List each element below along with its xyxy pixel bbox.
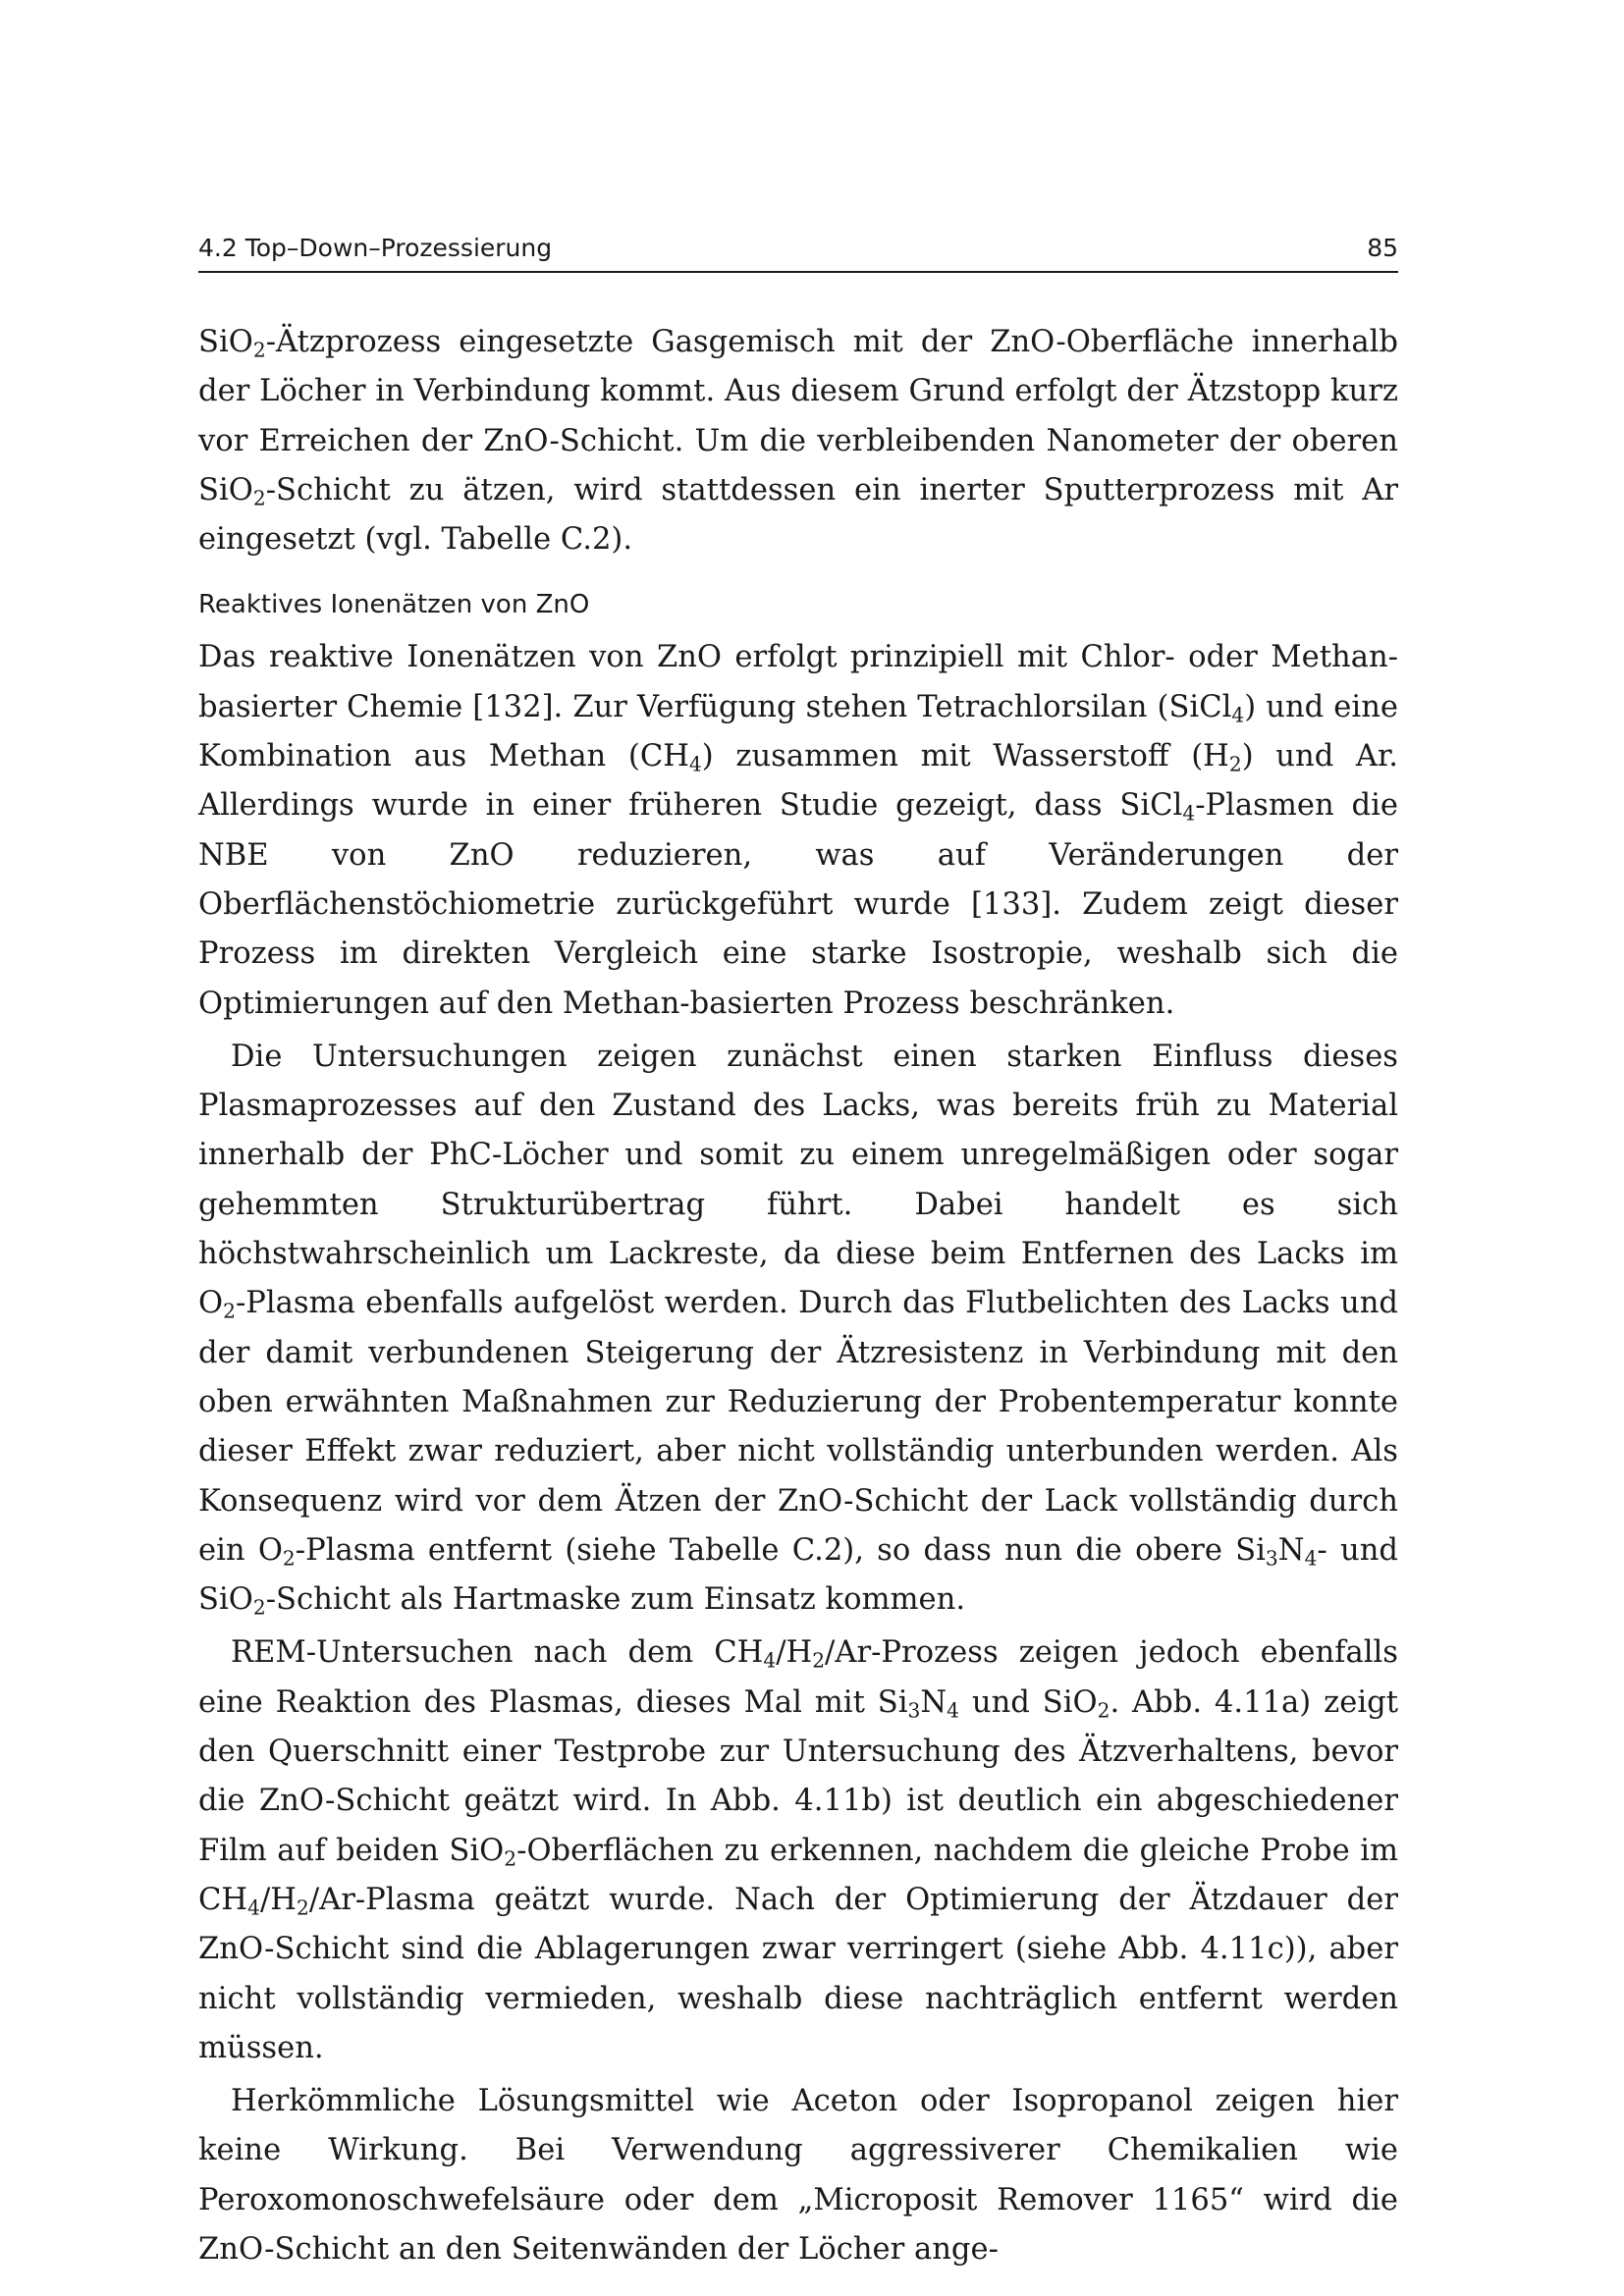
subscript: 4 xyxy=(947,1698,960,1723)
text-run: ) zusammen mit Wasserstoff (H xyxy=(701,739,1229,774)
subscript: 3 xyxy=(907,1698,921,1723)
text-run: und SiO xyxy=(959,1684,1098,1720)
running-header xyxy=(198,234,1398,273)
subsection-heading: Reaktives Ionenätzen von ZnO xyxy=(198,590,590,620)
text-run: /Ar-Prozess zeigen jedoch ebenfalls eine Reaktion des Plasmas, dieses Mal mit Si xyxy=(198,1635,1398,1720)
text-run: -Plasmen die NBE von ZnO reduzieren, was auf Veränderungen der Oberflächenstöchiometrie zurückgeführt wurde [133]. Zudem zeigt dieser Prozess im direkten Vergleich eine starke Isostropie, weshalb sich die Optimierungen auf den Methan-basierten Prozess beschränken. xyxy=(198,788,1398,1021)
paragraph-solvents xyxy=(198,2077,1398,2274)
subscript: 2 xyxy=(1228,752,1242,776)
paragraph-rem-analysis xyxy=(198,1629,1398,2073)
subscript: 2 xyxy=(252,486,266,510)
text-run: . Abb. 4.11a) zeigt den Querschnitt einer Testprobe zur Untersuchung des Ätzverhaltens, bevor die ZnO-Schicht geätzt wird. In Abb. 4.11b) ist deutlich ein abgeschiedener Film auf beiden SiO xyxy=(198,1684,1398,1868)
text-run: -Plasma entfernt (siehe Tabelle C.2), so dass nun die obere Si xyxy=(295,1532,1266,1568)
paragraph-rie-chemistry xyxy=(198,633,1398,1028)
subscript: 2 xyxy=(252,338,266,362)
subscript: 2 xyxy=(1097,1698,1110,1723)
subscript: 2 xyxy=(252,1595,266,1620)
text-run: -Plasma ebenfalls aufgelöst werden. Durch das Flutbelichten des Lacks und der damit verbundenen Steigerung der Ätzresistenz in Verbindung mit den oben erwähnten Maßnahmen zur Reduzierung der Probentemperatur konnte dieser Effekt zwar reduziert, aber nicht vollständig unterbunden werden. Als Konsequenz wird vor dem Ätzen der ZnO-Schicht der Lack vollständig durch ein O xyxy=(198,1286,1398,1568)
text-run: Das reaktive Ionenätzen von ZnO erfolgt prinzipiell mit Chlor- oder Methan-basierter Chemie [132]. Zur Verfügung stehen Tetrachlorsilan (SiCl xyxy=(198,640,1398,724)
text-run: /Ar-Plasma geätzt wurde. Nach der Optimierung der Ätzdauer der ZnO-Schicht sind die Ablagerungen zwar verringert (siehe Abb. 4.11c)), aber nicht vollständig vermieden, weshalb diese nachträglich entfernt werden müssen. xyxy=(198,1882,1398,2065)
subscript: 4 xyxy=(688,752,702,776)
paragraph-continuation xyxy=(198,318,1398,564)
subscript: 4 xyxy=(1231,703,1245,727)
text-run: REM-Untersuchen nach dem CH xyxy=(231,1635,764,1671)
text-run: ) und Ar. Allerdings wurde in einer früheren Studie gezeigt, dass SiCl xyxy=(198,739,1398,824)
subscript: 3 xyxy=(1265,1546,1278,1571)
subscript: 2 xyxy=(812,1649,826,1674)
text-run: - und SiO xyxy=(198,1532,1398,1618)
section-title: 4.2 Top–Down–Prozessierung xyxy=(198,234,553,262)
text-run: /H xyxy=(776,1635,813,1671)
text-run: Die Untersuchungen zeigen zunächst einen starken Einfluss dieses Plasmaprozesses auf den Zustand des Lacks, was bereits früh zu Material innerhalb der PhC-Löcher und somit zu einem unregelmäßigen oder sogar gehemmten Strukturübertrag führt. Dabei handelt es sich höchstwahrscheinlich um Lackreste, da diese beim Entfernen des Lacks im O xyxy=(198,1039,1398,1321)
subscript: 2 xyxy=(296,1896,309,1920)
subscript: 4 xyxy=(1182,802,1196,827)
text-run: N xyxy=(920,1684,947,1720)
text-run: SiO xyxy=(198,325,253,359)
text-run: -Ätzprozess eingesetzte Gasgemisch mit der ZnO-Oberfläche innerhalb der Löcher in Verbindung kommt. Aus diesem Grund erfolgt der Ätzstopp kurz vor Erreichen der ZnO-Schicht. Um die verbleibenden Nanometer der oberen SiO xyxy=(198,325,1398,507)
page xyxy=(198,234,1398,2274)
text-run: Herkömmliche Lösungsmittel wie Aceton oder Isopropanol zeigen hier keine Wirkung. Bei Verwendung aggressiverer Chemikalien wie Peroxomonoschwefelsäure oder dem „Microposit Remover 1165“ wird die ZnO-Schicht an den Seitenwänden der Löcher ange- xyxy=(198,2084,1398,2267)
page-number: 85 xyxy=(1367,234,1398,262)
text-run: -Schicht zu ätzen, wird stattdessen ein inerter Sputterprozess mit Ar eingesetzt (vgl. Tabelle C.2). xyxy=(198,472,1398,558)
subscript: 2 xyxy=(504,1846,517,1871)
body-text xyxy=(198,318,1398,2274)
subscript: 4 xyxy=(1304,1546,1318,1571)
text-run: N xyxy=(1277,1532,1305,1568)
subscript: 2 xyxy=(282,1546,296,1571)
subscript: 4 xyxy=(763,1649,777,1674)
subscript: 4 xyxy=(247,1896,260,1920)
text-run: -Schicht als Hartmaske zum Einsatz kommen. xyxy=(265,1582,966,1618)
text-run: -Oberflächen zu erkennen, nachdem die gleiche Probe im CH xyxy=(198,1833,1398,1917)
text-run: ) und eine Kombination aus Methan (CH xyxy=(198,689,1398,774)
text-run: /H xyxy=(259,1882,297,1917)
subscript: 2 xyxy=(223,1299,236,1323)
paragraph-resist-influence xyxy=(198,1033,1398,1626)
